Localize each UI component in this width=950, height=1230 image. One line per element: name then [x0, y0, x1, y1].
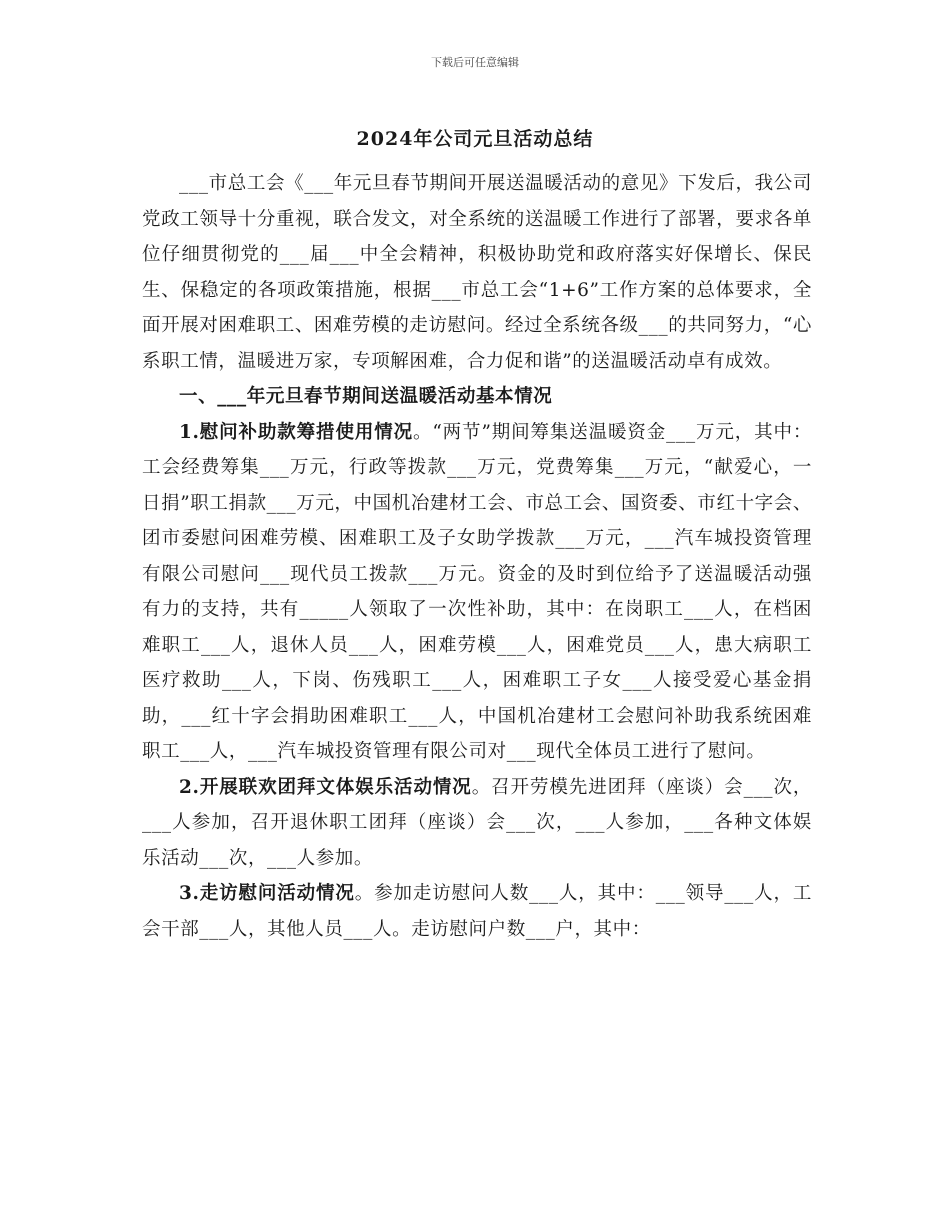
intro-paragraph: ___市总工会《___年元旦春节期间开展送温暖活动的意见》下发后，我公司党政工领导十分重视，联合发文，对全系统的送温暖工作进行了部署，要求各单位仔细贯彻党的___届___中全会精神，积极协助党和政府落实好保增长、保民生、保稳定的各项政策措施，根据___市总工会“1+6”工作方案的总体要求，全面开展对困难职工、困难劳模的走访慰问。经过全系统各级___的共同努力，“心系职工情，温暖进万家，专项解困难，合力促和谐”的送温暖活动卓有成效。	[142, 173, 812, 372]
item-1-title: 1.慰问补助款筹措使用情况	[179, 421, 413, 443]
item-2-text: 。召开劳模先进团拜（座谈）会___次，___人参加，召开退休职工团拜（座谈）会___次，___人参加，___各种文体娱乐活动___次，___人参加。	[142, 776, 812, 869]
item-1-text: 。“两节”期间筹集送温暖资金___万元，其中：工会经费筹集___万元，行政等拨款___万元，党费筹集___万元，“献爱心，一日捐”职工捐款___万元，中国机冶建材工会、市总工会、国资委、市红十字会、团市委慰问困难劳模、困难职工及子女助学拨款___万元，___汽车城投资管理有限公司慰问___现代员工拨款___万元。资金的及时到位给予了送温暖活动强有力的支持，共有_____人领取了一次性补助，其中：在岗职工___人，在档困难职工___人，退休人员___人，困难劳模___人，困难党员___人，患大病职工医疗救助___人，下岗、伤残职工___人，困难职工子女___人接受爱心基金捐助，___红十字会捐助困难职工___人，中国机冶建材工会慰问补助我系统困难职工___人，___汽车城投资管理有限公司对___现代全体员工进行了慰问。	[142, 421, 813, 762]
item-1-paragraph	[142, 415, 812, 770]
item-3-paragraph	[142, 876, 812, 947]
header-note: 下载后可任意编辑	[431, 56, 519, 69]
document-title: 2024年公司元旦活动总结	[356, 128, 594, 150]
document-body	[142, 166, 812, 947]
section-heading: 一、___年元旦春节期间送温暖活动基本情况	[179, 386, 553, 407]
item-3-title: 3.走访慰问活动情况	[179, 883, 355, 904]
item-2-paragraph	[142, 770, 812, 877]
item-2-title: 2.开展联欢团拜文体娱乐活动情况	[179, 776, 472, 798]
item-3-text: 。参加走访慰问人数___人，其中：___领导___人，工会干部___人，其他人员___人。走访慰问户数___户，其中：	[142, 883, 812, 940]
